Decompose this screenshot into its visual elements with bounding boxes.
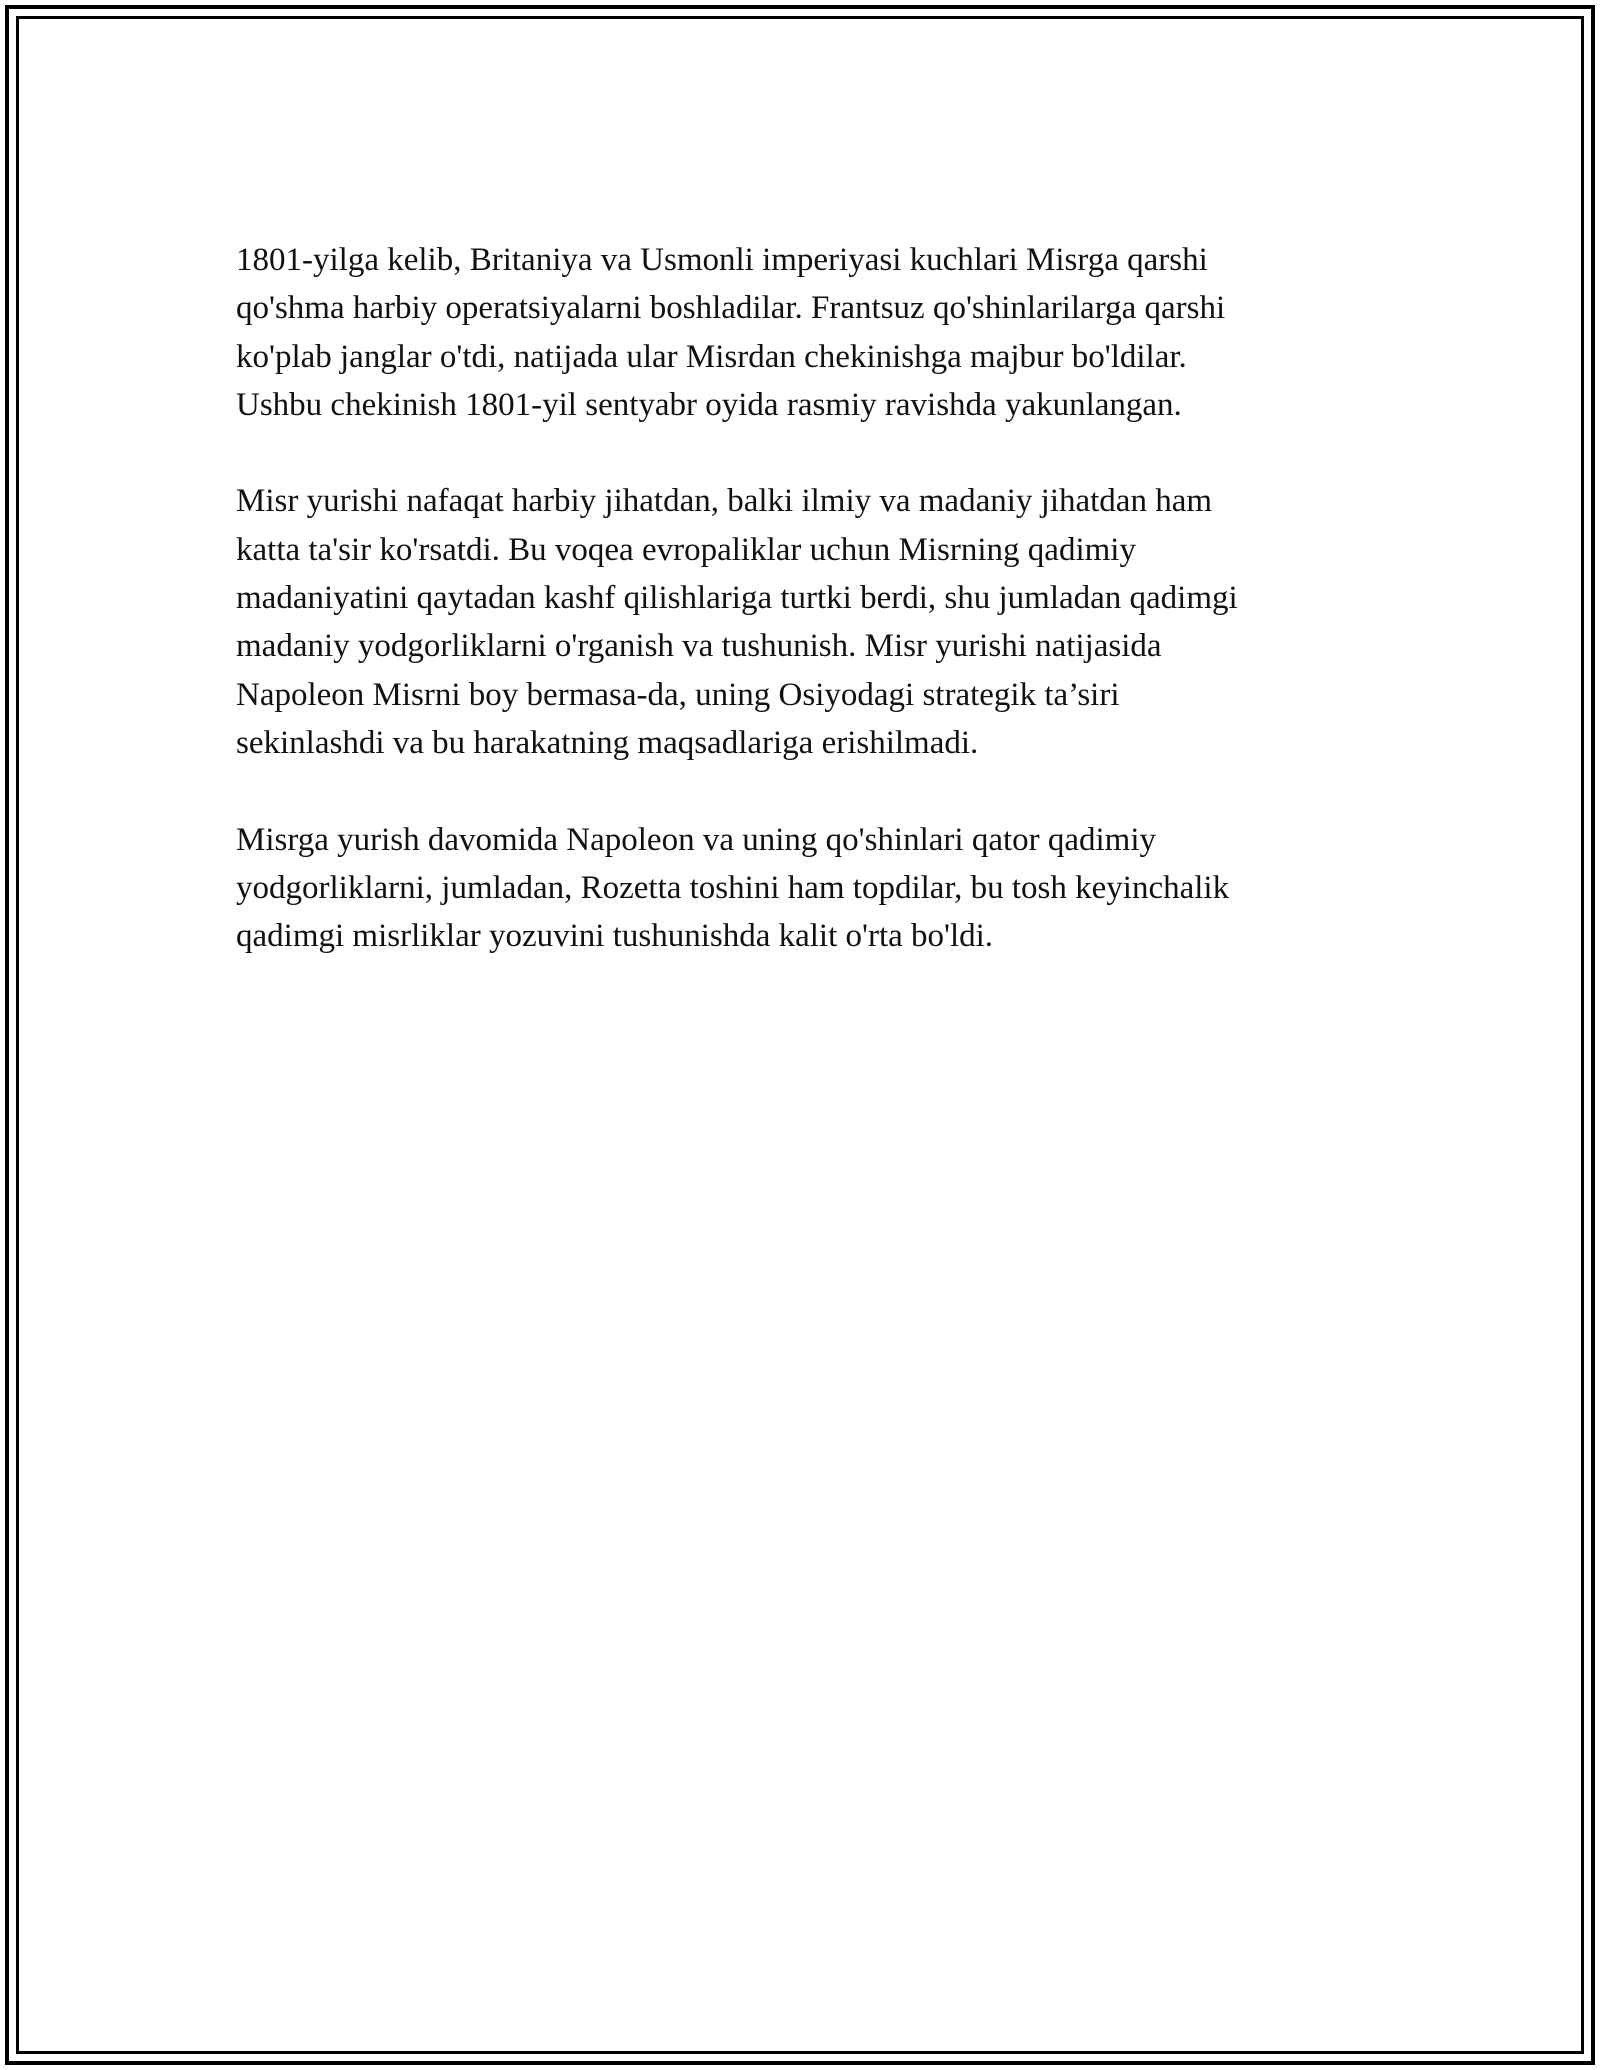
paragraph-3: Misrga yurish davomida Napoleon va uning qo'shinlari qator qadimiy yodgorliklarni, jumladan, Rozetta toshini ham topdilar, bu tosh keyinchalik qadimgi misrliklar yozuvini tushunishda kalit o'rta bo'ldi. [236, 821, 1230, 955]
paragraph-2: Misr yurishi nafaqat harbiy jihatdan, balki ilmiy va madaniy jihatdan ham katta ta'sir ko'rsatdi. Bu voqea evropaliklar uchun Misrning qadimiy madaniyatini qaytadan kashf qilishlariga turtki berdi, shu jumladan qadimgi madaniy yodgorliklarni o'rganish va tushunish. Misr yurishi natijasida Napoleon Misrni boy bermasa-da, uning Osiyodagi strategik ta’siri sekinlashdi va bu harakatning maqsadlariga erishilmadi. [236, 483, 1238, 761]
document-body [236, 236, 1366, 1009]
paragraph-1: 1801-yilga kelib, Britaniya va Usmonli imperiyasi kuchlari Misrga qarshi qo'shma harbiy operatsiyalarni boshladilar. Frantsuz qo'shinlarilarga qarshi ko'plab janglar o'tdi, natijada ular Misrdan chekinishga majbur bo'ldilar. Ushbu chekinish 1801-yil sentyabr oyida rasmiy ravishda yakunlangan. [236, 242, 1226, 423]
